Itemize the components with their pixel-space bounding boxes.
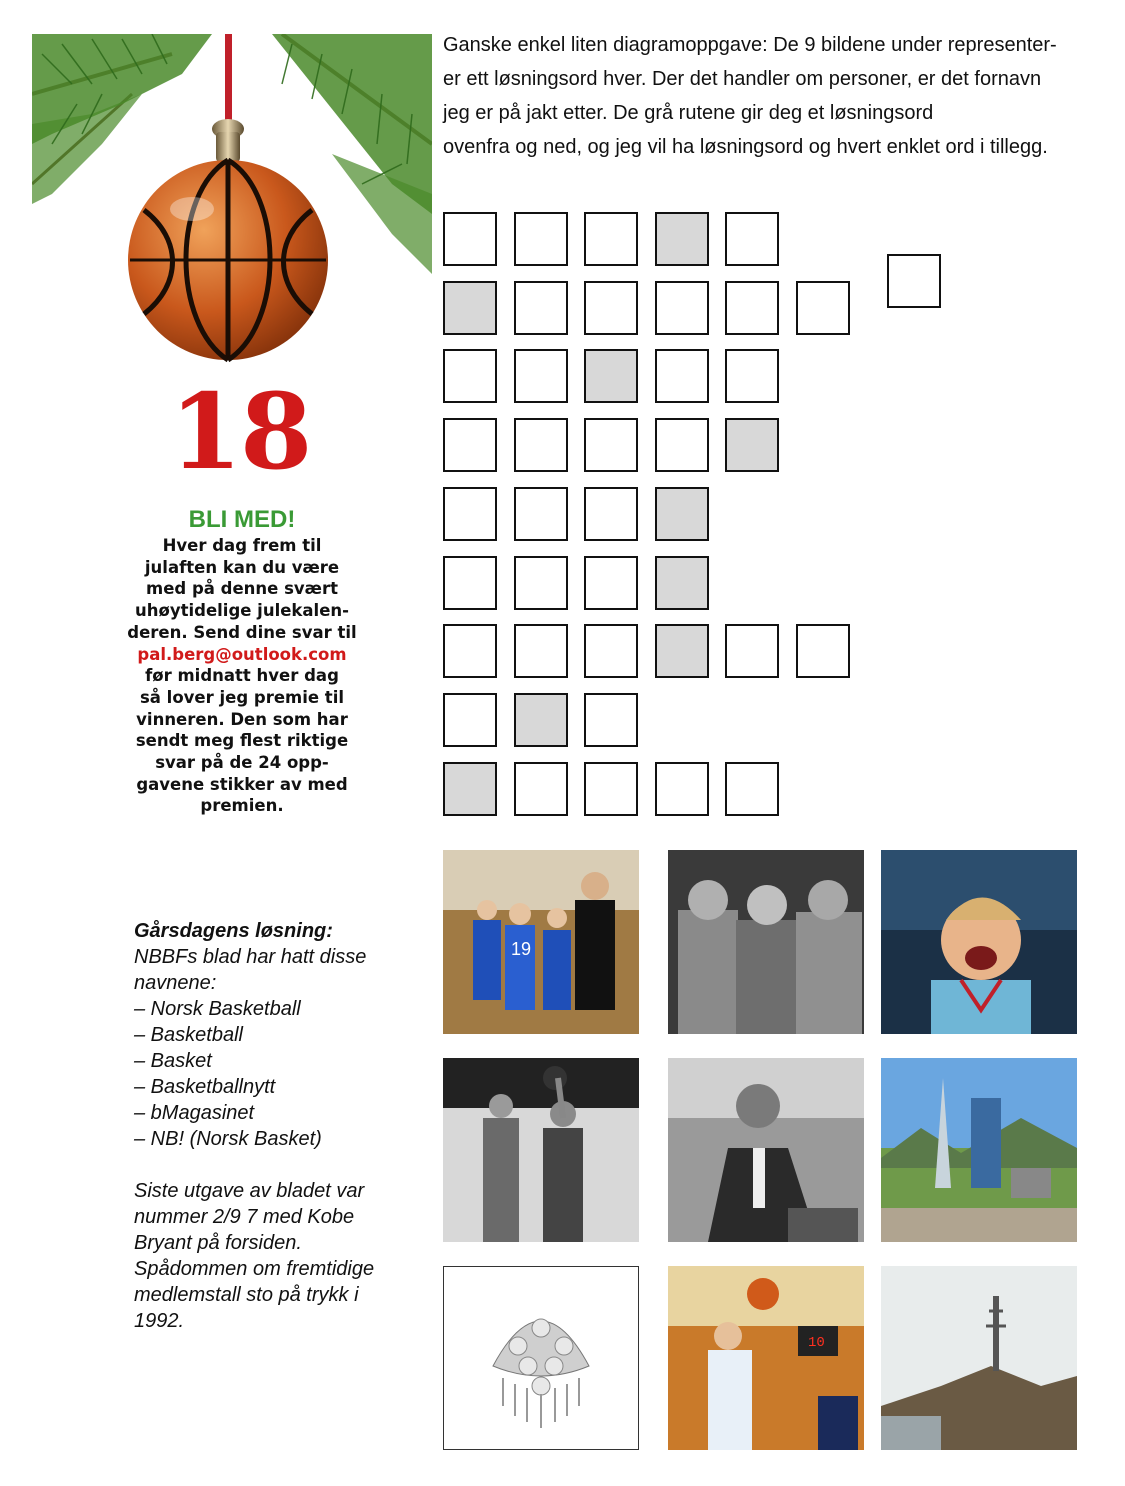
- join-line: så lover jeg premie til: [139, 687, 345, 707]
- instruction-line: ovenfra og ned, og jeg vil ha løsningsord og hvert enklet ord i tillegg.: [443, 136, 1048, 158]
- photo-mountain-mast: [881, 1266, 1077, 1450]
- note-line: Spådommen om fremtidige: [134, 1258, 375, 1280]
- grid-cell[interactable]: [584, 418, 638, 472]
- grid-cell-shaded[interactable]: [655, 212, 709, 266]
- join-line: deren. Send dine svar til: [127, 622, 357, 642]
- grid-cell-shaded[interactable]: [443, 281, 497, 335]
- grid-cell-shaded[interactable]: [655, 624, 709, 678]
- grid-cell[interactable]: [584, 693, 638, 747]
- join-line: med på denne svært: [146, 579, 338, 599]
- join-heading: BLI MED!: [188, 506, 296, 533]
- yesterday-intro-line: navnene:: [134, 972, 217, 994]
- grid-cell-shaded[interactable]: [443, 762, 497, 816]
- note-line: Siste utgave av bladet var: [134, 1180, 365, 1202]
- grid-cell[interactable]: [443, 693, 497, 747]
- instruction-line: Ganske enkel liten diagramoppgave: De 9 bildene under representer-: [443, 34, 1057, 56]
- photo-city-tower: [881, 1058, 1077, 1242]
- grid-cell[interactable]: [584, 762, 638, 816]
- join-line: sendt meg flest riktige: [135, 731, 349, 751]
- grid-cell[interactable]: [655, 418, 709, 472]
- list-item: – bMagasinet: [134, 1102, 255, 1124]
- list-item: – Basket: [134, 1050, 212, 1072]
- photo-youth-team: [443, 850, 639, 1034]
- grid-cell[interactable]: [584, 281, 638, 335]
- grid-cell[interactable]: [443, 418, 497, 472]
- svg-text:19: 19: [511, 939, 532, 959]
- grid-cell[interactable]: [725, 349, 779, 403]
- photo-bw-coach: [668, 1058, 864, 1242]
- grid-cell[interactable]: [655, 281, 709, 335]
- email-link[interactable]: pal.berg@outlook.com: [137, 644, 347, 664]
- grid-cell[interactable]: [443, 487, 497, 541]
- grid-cell[interactable]: [725, 624, 779, 678]
- photo-referees: [668, 850, 864, 1034]
- join-line: svar på de 24 opp-: [155, 753, 329, 773]
- grid-cell-shaded[interactable]: [725, 418, 779, 472]
- note-line: 1992.: [134, 1310, 185, 1332]
- grid-cell[interactable]: [725, 281, 779, 335]
- grid-cell[interactable]: [514, 487, 568, 541]
- list-item: – Basketballnytt: [134, 1076, 276, 1098]
- grid-cell-shaded[interactable]: [655, 556, 709, 610]
- grid-cell[interactable]: [514, 212, 568, 266]
- solution-box[interactable]: [887, 254, 941, 308]
- grid-cell[interactable]: [725, 212, 779, 266]
- puzzle-instructions: [443, 28, 1103, 164]
- join-line: premien.: [200, 796, 284, 816]
- join-line: uhøytidelige julekalen-: [135, 601, 349, 621]
- grid-cell[interactable]: [584, 556, 638, 610]
- note-line: medlemstall sto på trykk i: [134, 1284, 359, 1306]
- note-line: nummer 2/9 7 med Kobe: [134, 1206, 355, 1228]
- yesterday-heading: Gårsdagens løsning:: [134, 920, 333, 942]
- day-number: 18: [169, 370, 311, 493]
- grid-cell[interactable]: [725, 762, 779, 816]
- svg-text:10: 10: [808, 1335, 825, 1351]
- photo-bw-rebound: [443, 1058, 639, 1242]
- grid-cell[interactable]: [584, 212, 638, 266]
- name-list: [134, 996, 404, 1152]
- grid-cell[interactable]: [514, 418, 568, 472]
- join-line: julaften kan du være: [144, 557, 340, 577]
- photo-layup: [668, 1266, 864, 1450]
- grid-cell[interactable]: [443, 624, 497, 678]
- grid-cell[interactable]: [514, 349, 568, 403]
- join-line: vinneren. Den som har: [136, 709, 348, 729]
- join-line: gavene stikker av med: [136, 774, 348, 794]
- photo-brooch: [443, 1266, 639, 1450]
- list-item: – Basketball: [134, 1024, 243, 1046]
- grid-cell[interactable]: [655, 762, 709, 816]
- grid-cell[interactable]: [443, 349, 497, 403]
- join-line: Hver dag frem til: [162, 536, 322, 555]
- grid-cell[interactable]: [443, 556, 497, 610]
- grid-cell[interactable]: [584, 624, 638, 678]
- grid-cell[interactable]: [514, 624, 568, 678]
- grid-cell-shaded[interactable]: [584, 349, 638, 403]
- join-line: før midnatt hver dag: [145, 666, 339, 686]
- join-text: [120, 535, 364, 817]
- note-line: Bryant på forsiden.: [134, 1232, 302, 1254]
- yesterday-solution: [134, 918, 404, 1334]
- grid-cell[interactable]: [584, 487, 638, 541]
- grid-cell[interactable]: [514, 281, 568, 335]
- grid-cell-shaded[interactable]: [655, 487, 709, 541]
- grid-cell[interactable]: [443, 212, 497, 266]
- photo-cheering-player: [881, 850, 1077, 1034]
- instruction-line: er ett løsningsord hver. Der det handler om personer, er det fornavn: [443, 68, 1042, 90]
- list-item: – NB! (Norsk Basket): [134, 1128, 322, 1150]
- grid-cell[interactable]: [655, 349, 709, 403]
- instruction-line: jeg er på jakt etter. De grå rutene gir deg et løsningsord: [443, 102, 934, 124]
- grid-cell-shaded[interactable]: [514, 693, 568, 747]
- grid-cell[interactable]: [796, 281, 850, 335]
- grid-cell[interactable]: [514, 556, 568, 610]
- list-item: – Norsk Basketball: [134, 998, 301, 1020]
- grid-cell[interactable]: [514, 762, 568, 816]
- yesterday-intro-line: NBBFs blad har hatt disse: [134, 946, 367, 968]
- grid-cell[interactable]: [796, 624, 850, 678]
